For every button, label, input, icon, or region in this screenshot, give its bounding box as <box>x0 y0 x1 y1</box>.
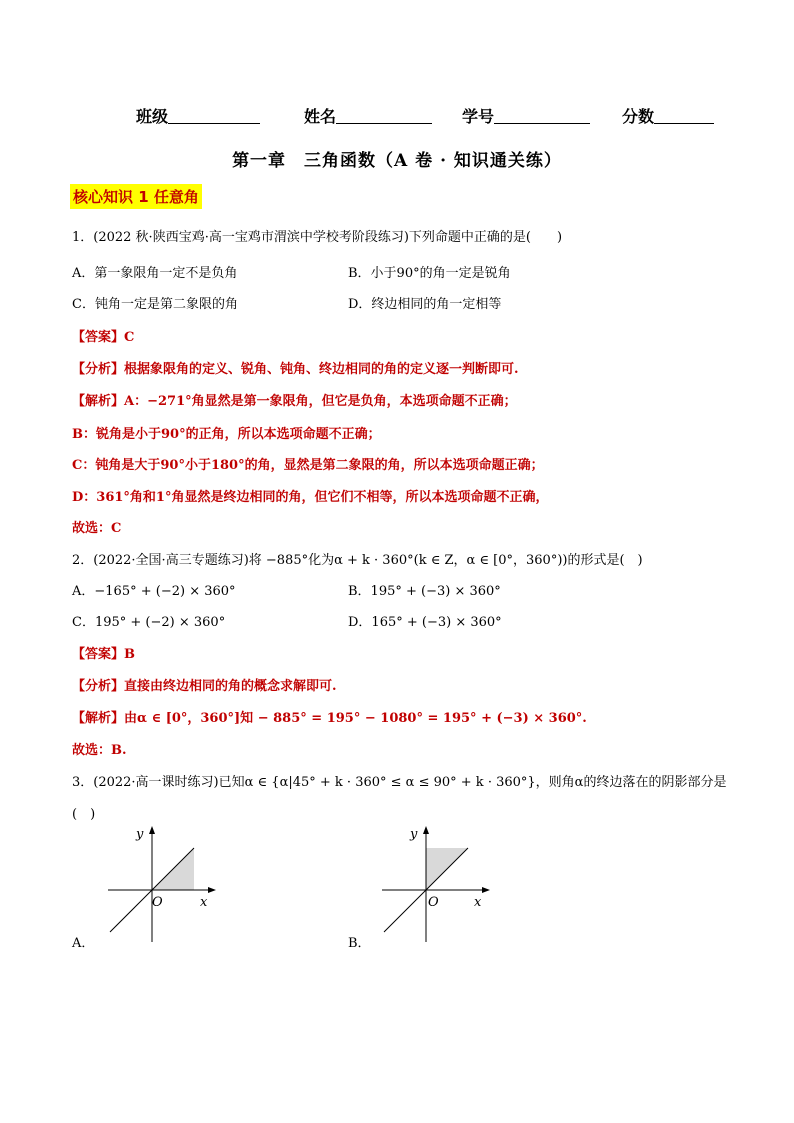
q3-option-b: B． <box>348 936 371 951</box>
y-axis-arrow-b <box>423 826 429 834</box>
y-label-a: y <box>136 827 144 842</box>
q3-figure-b <box>382 824 502 948</box>
class-label: 班级 <box>136 107 169 126</box>
q2-choose: 故选：B. <box>72 743 127 758</box>
q2-option-b: B．195° + (−3) × 360° <box>348 584 501 599</box>
q1-answer-tag: 【答案】 <box>72 330 125 345</box>
x-label-b: x <box>474 895 482 910</box>
x-label-a: x <box>200 895 208 910</box>
student-id-field <box>462 104 590 127</box>
score-blank <box>654 107 714 124</box>
q3-stem: 3．(2022·高一课时练习)已知α ∈ {α|45° + k · 360° ≤ α ≤ 90° + k · 360°}，则角α的终边落在的阴影部分是 <box>72 775 727 790</box>
q1-option-b: B．小于90°的角一定是锐角 <box>348 266 511 281</box>
q3-option-a: A． <box>72 936 95 951</box>
q2-answer-value: B <box>124 647 136 662</box>
q1-answer-value: C <box>124 330 135 345</box>
q3-paren: ( ) <box>72 807 96 822</box>
q1-analysis-tag: 【分析】 <box>72 362 125 377</box>
x-axis-arrow-b <box>482 887 490 893</box>
q1-solution-tag: 【解析】 <box>72 394 125 409</box>
y-axis-arrow-a <box>149 826 155 834</box>
score-field <box>622 104 714 127</box>
name-field <box>304 104 432 127</box>
q1-analysis <box>72 358 519 377</box>
class-blank <box>168 107 260 124</box>
q1-solution-d: D：361°角和1°角显然是终边相同的角，但它们不相等，所以本选项命题不正确， <box>72 490 549 505</box>
q2-analysis-text: 直接由终边相同的角的概念求解即可. <box>124 679 337 694</box>
page-title: 第一章 三角函数（A 卷 · 知识通关练） <box>232 151 562 171</box>
q1-solution-b: B：锐角是小于90°的正角，所以本选项命题不正确； <box>72 427 381 442</box>
q1-option-a: A．第一象限角一定不是负角 <box>72 266 238 281</box>
q1-answer <box>72 326 134 345</box>
q3-figure-a <box>108 824 228 948</box>
q2-solution <box>72 707 587 726</box>
score-label: 分数 <box>622 107 655 126</box>
q2-analysis-tag: 【分析】 <box>72 679 125 694</box>
q2-stem: 2．(2022·全国·高三专题练习)将 −885°化为α + k · 360°(k ∈ Z，α ∈ [0°，360°))的形式是( ) <box>72 553 643 568</box>
q2-answer-tag: 【答案】 <box>72 647 125 662</box>
q1-solution-a: A：−271°角显然是第一象限角，但它是负角，本选项命题不正确； <box>124 394 517 409</box>
x-axis-arrow-a <box>208 887 216 893</box>
q2-option-c: C．195° + (−2) × 360° <box>72 615 226 630</box>
q1-choose: 故选：C <box>72 521 122 536</box>
q2-analysis <box>72 675 337 694</box>
q2-answer <box>72 643 135 662</box>
q2-option-a: A．−165° + (−2) × 360° <box>72 584 236 599</box>
name-label: 姓名 <box>304 107 337 126</box>
class-field <box>136 104 260 127</box>
q1-analysis-text: 根据象限角的定义、锐角、钝角、终边相同的角的定义逐一判断即可. <box>124 362 519 377</box>
origin-label-b: O <box>428 895 439 910</box>
q1-option-d: D．终边相同的角一定相等 <box>348 297 502 312</box>
q1-option-c: C．钝角一定是第二象限的角 <box>72 297 238 312</box>
q2-solution-tag: 【解析】 <box>72 711 125 726</box>
origin-label-a: O <box>152 895 163 910</box>
student-id-label: 学号 <box>462 107 495 126</box>
student-id-blank <box>494 107 590 124</box>
q1-stem: 1．(2022 秋·陕西宝鸡·高一宝鸡市渭滨中学校考阶段练习)下列命题中正确的是( ) <box>72 230 563 245</box>
q1-solution <box>72 390 517 409</box>
y-label-b: y <box>410 827 418 842</box>
q2-option-d: D．165° + (−3) × 360° <box>348 615 502 630</box>
section-heading: 核心知识 1 任意角 <box>70 184 202 209</box>
name-blank <box>336 107 432 124</box>
q2-solution-text: 由α ∈ [0°，360°]知 − 885° = 195° − 1080° = 195° + (−3) × 360°. <box>124 711 587 726</box>
q1-solution-c: C：钝角是大于90°小于180°的角，显然是第二象限的角，所以本选项命题正确； <box>72 458 544 473</box>
